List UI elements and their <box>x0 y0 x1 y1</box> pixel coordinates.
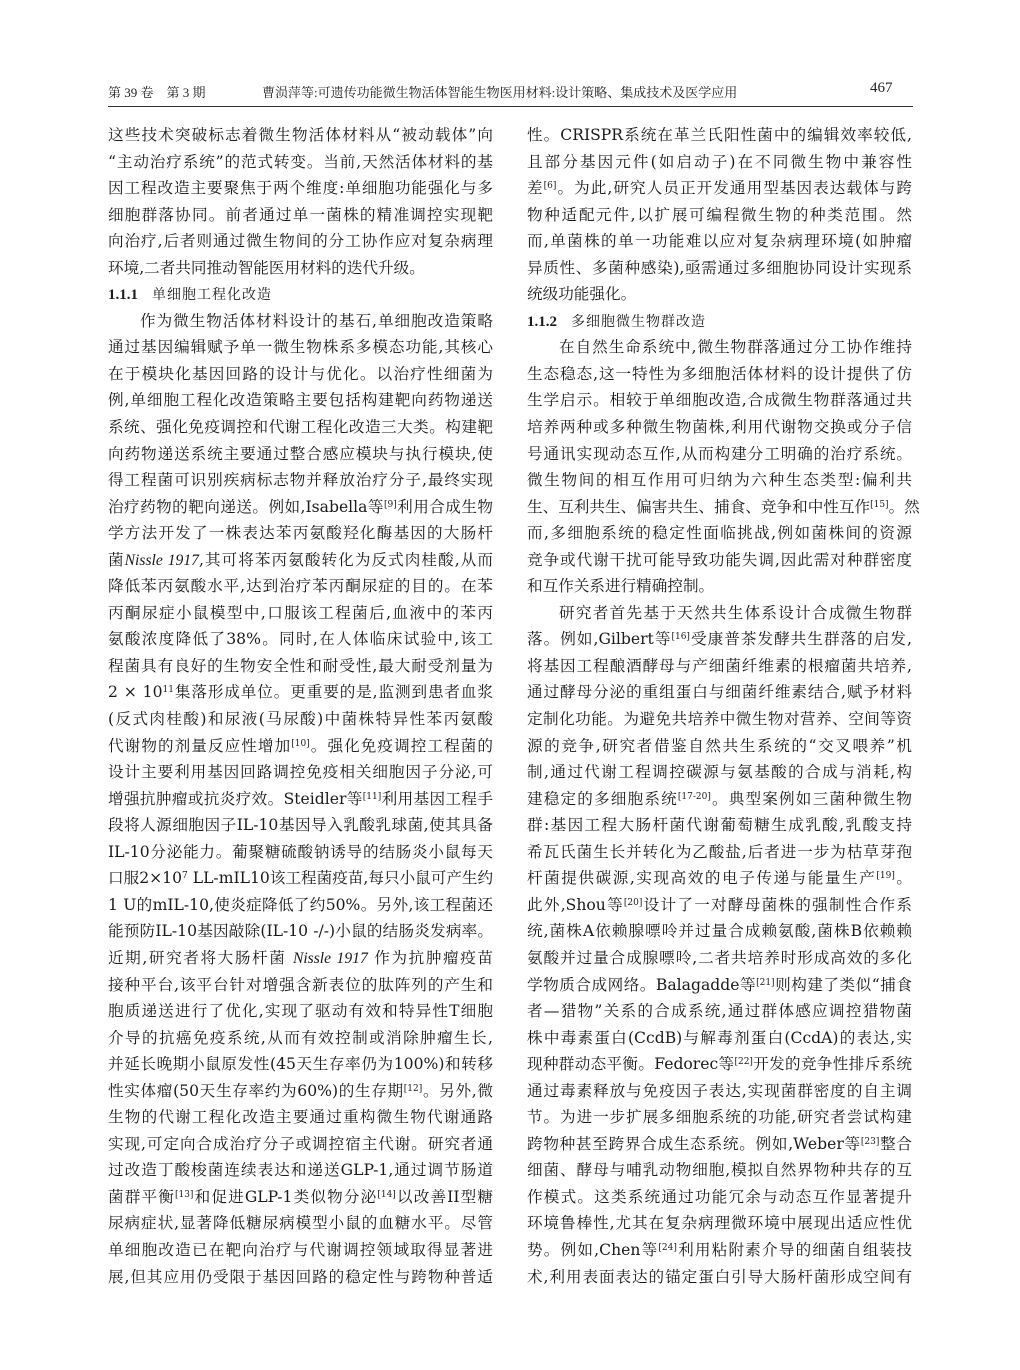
citation-ref: [11] <box>362 791 382 802</box>
text-run: 近期,研究者将大肠杆菌 <box>108 948 293 967</box>
text-line <box>108 1078 493 1105</box>
text-line <box>527 494 920 521</box>
text-run: 增强抗肿瘤或抗炎疗效。Steidler等 <box>108 789 363 808</box>
text-line <box>527 1237 912 1264</box>
text-line <box>527 1157 912 1184</box>
text-line <box>527 547 912 574</box>
text-line <box>108 812 493 839</box>
text-run: 细胞群落协同。前者通过单一菌株的精准调控实现靶 <box>108 205 493 224</box>
text-line <box>108 1051 493 1078</box>
text-run: 现种群动态平衡。Fedorec等 <box>527 1055 735 1074</box>
text-run: 杆菌提供碳源,实现高效的电子传递与能量生产 <box>527 869 877 888</box>
text-line <box>108 1131 493 1158</box>
text-line <box>527 945 912 972</box>
section-heading <box>527 308 912 335</box>
text-line <box>527 972 912 999</box>
right-column <box>527 122 920 1290</box>
text-line <box>527 839 912 866</box>
text-run: 菌 <box>108 550 125 569</box>
text-run: 过改造丁酸梭菌连续表达和递送GLP-1,通过调节肠道 <box>108 1161 493 1180</box>
text-run: 制,通过代谢工程调控碳源与氨基酸的合成与消耗,构 <box>527 763 912 782</box>
text-run: 降低苯丙氨酸水平,达到治疗苯丙酮尿症的目的。在苯 <box>108 577 493 596</box>
text-line <box>108 175 493 202</box>
text-line <box>108 308 493 335</box>
text-run: 向治疗,后者则通过微生物间的分工协作应对复杂病理 <box>108 232 493 251</box>
text-run: 。为此,研究人员正开发通用型基因表达载体与跨 <box>556 179 912 198</box>
text-line <box>527 149 912 176</box>
text-line <box>527 1131 912 1158</box>
text-run: 物种适配元件,以扩展可编程微生物的种类范围。然 <box>527 205 912 224</box>
text-line <box>527 255 912 282</box>
text-line <box>527 706 912 733</box>
text-run: 性。CRISPR系统在革兰氏阳性菌中的编辑效率较低, <box>527 126 912 144</box>
text-run: 接种平台,该平台针对增强含新表位的肽阵列的产生和 <box>108 975 493 994</box>
text-line <box>527 1184 912 1211</box>
text-run: 培养两种或多种微生物菌株,利用代谢物交换或分子信 <box>527 418 912 437</box>
text-run: 研究者首先基于天然共生体系设计合成微生物群 <box>559 603 912 622</box>
text-line <box>527 892 912 919</box>
citation-ref: 11 <box>162 685 174 696</box>
text-line <box>527 414 912 441</box>
text-run: 胞质递送进行了优化,实现了驱动有效和特异性T细胞 <box>108 1002 493 1021</box>
text-run: 向药物递送系统主要通过整合感应模块与执行模块,使 <box>108 444 493 463</box>
text-line <box>108 865 493 892</box>
text-run: 作为微生物活体材料设计的基石,单细胞改造策略 <box>140 311 493 330</box>
text-run: 将基因工程酿酒酵母与产细菌纤维素的根瘤菌共培养, <box>527 656 912 675</box>
journal-issue: 第 39 卷 第 3 期 <box>108 85 206 100</box>
citation-ref: [6] <box>543 181 557 192</box>
text-run: IL-10分泌能力。葡聚糖硫酸钠诱导的结肠炎小鼠每天 <box>108 842 493 861</box>
text-run: 得工程菌可识别疾病标志物并释放治疗分子,最终实现 <box>108 471 493 490</box>
text-line <box>108 122 493 149</box>
text-line <box>527 1051 912 1078</box>
text-run: 性实体瘤(50天生存率约为60%)的生存期 <box>108 1081 404 1100</box>
text-line <box>108 626 493 653</box>
citation-ref: [9] <box>383 499 397 510</box>
text-run: 生态稳态,这一特性为多细胞活体材料的设计提供了仿 <box>527 364 912 383</box>
citation-ref: [20] <box>623 897 643 908</box>
text-line <box>108 759 493 786</box>
text-line <box>527 733 912 760</box>
text-run: LL-mIL10该工程菌疫苗,每只小鼠可产生约 <box>187 869 494 888</box>
text-line <box>108 653 493 680</box>
text-line <box>108 202 493 229</box>
text-line <box>108 547 493 574</box>
text-line <box>108 733 493 760</box>
citation-ref: [15] <box>870 499 889 510</box>
text-run: 细菌、酵母与哺乳动物细胞,模拟自然界物种共存的互 <box>527 1161 912 1180</box>
text-run: 2 × 10 <box>108 683 163 702</box>
header-rule <box>108 106 913 107</box>
text-run: 生物的代谢工程化改造主要通过重构微生物代谢通路 <box>108 1108 493 1127</box>
text-line <box>527 998 912 1025</box>
text-line <box>108 786 493 813</box>
text-run: 建稳定的多细胞系统 <box>527 789 678 808</box>
text-run: 群:基因工程大肠杆菌代谢葡萄糖生成乳酸,乳酸支持 <box>527 816 912 835</box>
text-line <box>108 600 493 627</box>
citation-ref: 7 <box>182 871 188 882</box>
text-line <box>108 706 493 733</box>
section-number: 1.1.2 <box>527 313 557 330</box>
text-run: 定制化功能。为避免共培养中微生物对营养、空间等资 <box>527 710 912 729</box>
text-line <box>527 812 912 839</box>
text-line <box>527 1078 912 1105</box>
text-run: 。典型案例如三菌种微生物 <box>710 789 912 808</box>
citation-ref: [14] <box>377 1189 396 1200</box>
text-run: 这些技术突破标志着微生物活体材料从“被动载体”向 <box>108 126 493 144</box>
section-number: 1.1.1 <box>108 287 138 304</box>
text-line <box>527 600 912 627</box>
text-run: 节。为进一步扩展多细胞系统的功能,研究者尝试构建 <box>527 1108 912 1127</box>
citation-ref: [12] <box>403 1083 423 1094</box>
text-line <box>527 334 912 361</box>
text-run: 以改善II型糖 <box>395 1187 493 1206</box>
section-title: 单细胞工程化改造 <box>152 287 272 304</box>
text-run: 学物质合成网络。Balagadde等 <box>527 975 757 994</box>
text-run: 利用基因工程手 <box>381 789 493 808</box>
text-run: 作模式。这类系统通过功能冗余与动态互作显著提升 <box>527 1187 912 1206</box>
text-line <box>527 361 912 388</box>
citation-ref: [10] <box>291 738 310 749</box>
text-line <box>527 228 912 255</box>
text-run: 段将人源细胞因子IL-10基因导入乳酸乳球菌,使其具备 <box>108 816 493 835</box>
text-line <box>527 679 912 706</box>
text-line <box>527 1104 912 1131</box>
text-line <box>108 520 493 547</box>
text-run: 利用合成生物 <box>396 497 493 516</box>
text-run: 生、互利共生、偏害共生、捕食、竞争和中性互作 <box>527 497 871 516</box>
text-run: 单细胞改造已在靶向治疗与代谢调控领域取得显著进 <box>108 1240 493 1259</box>
text-line <box>108 255 493 282</box>
text-run: 势。例如,Chen等 <box>527 1240 659 1259</box>
text-line <box>108 839 493 866</box>
text-run: 术,利用表面表达的锚定蛋白引导大肠杆菌形成空间有 <box>527 1267 912 1286</box>
text-run: 受康普茶发酵共生群落的启发, <box>689 630 912 649</box>
text-run: 并延长晚期小鼠原发性(45天生存率仍为100%)和转移 <box>108 1055 493 1074</box>
page-number: 467 <box>870 80 893 96</box>
text-line <box>527 865 912 892</box>
text-line <box>108 1210 493 1237</box>
text-run: “主动治疗系统”的范式转变。当前,天然活体材料的基 <box>108 152 493 171</box>
text-run: 设计主要利用基因回路调控免疫相关细胞因子分泌,可 <box>108 763 493 782</box>
text-run: 落。例如,Gilbert等 <box>527 630 672 649</box>
text-line <box>108 1264 493 1291</box>
text-run: 生学启示。相较于单细胞改造,合成微生物群落通过共 <box>527 391 912 410</box>
text-run: 例,单细胞工程化改造策略主要包括构建靶向药物递送 <box>108 391 493 410</box>
text-run: 而,多细胞系统的稳定性面临挑战,例如菌株间的资源 <box>527 524 912 543</box>
text-line <box>527 918 912 945</box>
text-run: 利用粘附素介导的细菌自组装技 <box>676 1240 912 1259</box>
section-title: 多细胞微生物群改造 <box>571 313 706 330</box>
text-run: 异质性、多菌种感染),亟需通过多细胞协同设计实现系 <box>527 258 912 277</box>
text-line <box>108 361 493 388</box>
text-line <box>108 945 493 972</box>
text-run: 集落形成单位。更重要的是,监测到患者血浆 <box>173 683 493 702</box>
citation-ref: [21] <box>756 977 775 988</box>
text-line <box>527 122 912 149</box>
text-run: 能预防IL-10基因敲除(IL-10 -/-)小鼠的结肠炎发病率。 <box>108 922 493 941</box>
text-line <box>527 281 912 308</box>
text-run: 程菌具有良好的生物安全性和耐受性,最大耐受剂量为 <box>108 656 493 675</box>
text-line <box>527 467 912 494</box>
text-line <box>527 1025 912 1052</box>
text-line <box>108 1025 493 1052</box>
text-run: 1 U的mIL-10,使炎症降低了约50%。另外,该工程菌还 <box>108 895 493 914</box>
text-line <box>527 1264 912 1291</box>
text-run: 则构建了类似“捕食 <box>774 975 912 994</box>
text-run: 此外,Shou等 <box>527 895 624 914</box>
text-run: 尿病症状,显著降低糖尿病模型小鼠的血糖水平。尽管 <box>108 1214 493 1233</box>
text-run: 。 <box>894 869 912 888</box>
running-title: 曹涢萍等:可遗传功能微生物活体智能生物医用材料:设计策略、集成技术及医学应用 <box>262 85 738 100</box>
text-line <box>527 759 912 786</box>
text-line <box>527 520 912 547</box>
text-line <box>108 918 493 945</box>
text-run: 。然 <box>888 497 920 516</box>
text-run: 。另外,微 <box>422 1081 493 1100</box>
text-line <box>527 441 912 468</box>
text-run: 实现,可定向合成治疗分子或调控宿主代谢。研究者通 <box>108 1134 493 1153</box>
text-line <box>108 334 493 361</box>
text-run: 学方法开发了一株表达苯丙氨酸羟化酶基因的大肠杆 <box>108 524 493 543</box>
text-run: 微生物间的相互作用可归纳为六种生态类型:偏利共 <box>527 471 912 490</box>
text-run: 通过基因编辑赋予单一微生物株系多模态功能,其核心 <box>108 338 493 357</box>
text-run: 而,单菌株的单一功能难以应对复杂病理环境(如肿瘤 <box>527 232 912 251</box>
text-run: 因工程改造主要聚焦于两个维度:单细胞功能强化与多 <box>108 179 493 198</box>
text-run: 开发的竞争性排斥系统 <box>752 1055 912 1074</box>
text-run: 设计了一对酵母菌株的强制性合作系 <box>642 895 912 914</box>
text-run: 代谢物的剂量反应性增加 <box>108 736 292 755</box>
text-line <box>527 653 912 680</box>
italic-term: Nissle 1917 <box>292 949 368 967</box>
text-line <box>108 1104 493 1131</box>
text-line <box>527 626 912 653</box>
text-run: 环境,二者共同推动智能医用材料的迭代升级。 <box>108 258 425 277</box>
text-run: 在于模块化基因回路的设计与优化。以治疗性细菌为 <box>108 364 493 383</box>
text-run: 展,但其应用仍受限于基因回路的稳定性与跨物种普适 <box>108 1267 493 1286</box>
text-line <box>527 573 912 600</box>
text-line <box>108 892 493 919</box>
text-line <box>108 149 493 176</box>
text-run: 竞争或代谢干扰可能导致功能失调,因此需对种群密度 <box>527 550 912 569</box>
section-heading <box>108 281 493 308</box>
text-run: 系统、强化免疫调控和代谢工程化改造三大类。构建靶 <box>108 418 493 437</box>
text-line <box>527 202 912 229</box>
text-run: 氨酸浓度降低了38%。同时,在人体临床试验中,该工 <box>108 630 493 649</box>
text-run: ,其可将苯丙氨酸转化为反式肉桂酸,从而 <box>198 550 493 569</box>
text-line <box>108 228 493 255</box>
text-run: 号通讯实现动态互作,从而构建分工明确的治疗系统。 <box>527 444 912 463</box>
text-run: 介导的抗癌免疫系统,从而有效控制或消除肿瘤生长, <box>108 1028 493 1047</box>
text-run: 口服2×10 <box>108 869 183 888</box>
text-line <box>108 972 493 999</box>
text-line <box>527 1210 912 1237</box>
text-run: 跨物种甚至跨界合成生态系统。例如,Weber等 <box>527 1134 861 1153</box>
text-run: 环境鲁棒性,尤其在复杂病理微环境中展现出适应性优 <box>527 1214 912 1233</box>
text-run: 治疗药物的靶向递送。例如,Isabella等 <box>108 497 384 516</box>
text-run: 氨酸并过量合成腺嘌呤,二者共培养时形成高效的多化 <box>527 948 912 967</box>
text-line <box>108 414 493 441</box>
text-run: 通过毒素释放与免疫因子表达,实现菌群密度的自主调 <box>527 1081 912 1100</box>
citation-ref: [19] <box>876 871 895 882</box>
text-run: 和促进GLP-1类似物分泌 <box>193 1187 378 1206</box>
text-line <box>108 494 493 521</box>
text-run: 作为抗肿瘤疫苗 <box>367 948 493 967</box>
citation-ref: [17-20] <box>677 791 711 802</box>
text-run: 差 <box>527 179 544 198</box>
text-line <box>108 1237 493 1264</box>
text-run: 在自然生命系统中,微生物群落通过分工协作维持 <box>559 338 912 357</box>
citation-ref: [23] <box>860 1136 880 1147</box>
text-line <box>527 786 912 813</box>
italic-term: Nissle 1917 <box>124 551 199 569</box>
text-run: 统,菌株A依赖腺嘌呤并过量合成赖氨酸,菌株B依赖赖 <box>527 922 912 941</box>
left-column <box>108 122 493 1290</box>
text-line <box>527 387 912 414</box>
citation-ref: [16] <box>671 632 690 643</box>
text-run: 和互作关系进行精确控制。 <box>527 577 715 596</box>
text-line <box>108 998 493 1025</box>
text-run: (反式肉桂酸)和尿液(马尿酸)中菌株特异性苯丙氨酸 <box>108 710 493 729</box>
text-run: 者—猎物”关系的合成系统,通过群体感应调控猎物菌 <box>527 1002 912 1021</box>
citation-ref: [13] <box>174 1189 194 1200</box>
text-run: 统级功能强化。 <box>527 285 637 304</box>
text-run: 丙酮尿症小鼠模型中,口服该工程菌后,血液中的苯丙 <box>108 603 493 622</box>
text-run: 株中毒素蛋白(CcdB)与解毒剂蛋白(CcdA)的表达,实 <box>527 1028 912 1047</box>
text-line <box>108 467 493 494</box>
text-line <box>108 387 493 414</box>
text-run: 源的竞争,研究者借鉴自然共生系统的“交叉喂养”机 <box>527 736 912 755</box>
text-line <box>108 573 493 600</box>
text-line <box>108 1184 493 1211</box>
text-run: 通过酵母分泌的重组蛋白与细菌纤维素结合,赋予材料 <box>527 683 912 702</box>
text-run: 菌群平衡 <box>108 1187 175 1206</box>
text-line <box>108 679 493 706</box>
text-run: 整合 <box>879 1134 912 1153</box>
text-run: 。强化免疫调控工程菌的 <box>309 736 493 755</box>
text-line <box>108 441 493 468</box>
text-run: 且部分基因元件(如启动子)在不同微生物中兼容性 <box>527 152 912 171</box>
citation-ref: [24] <box>658 1242 677 1253</box>
text-line <box>108 1157 493 1184</box>
text-line <box>527 175 912 202</box>
citation-ref: [22] <box>734 1057 753 1068</box>
text-run: 希瓦氏菌生长并转化为乙酸盐,后者进一步为枯草芽孢 <box>527 842 912 861</box>
